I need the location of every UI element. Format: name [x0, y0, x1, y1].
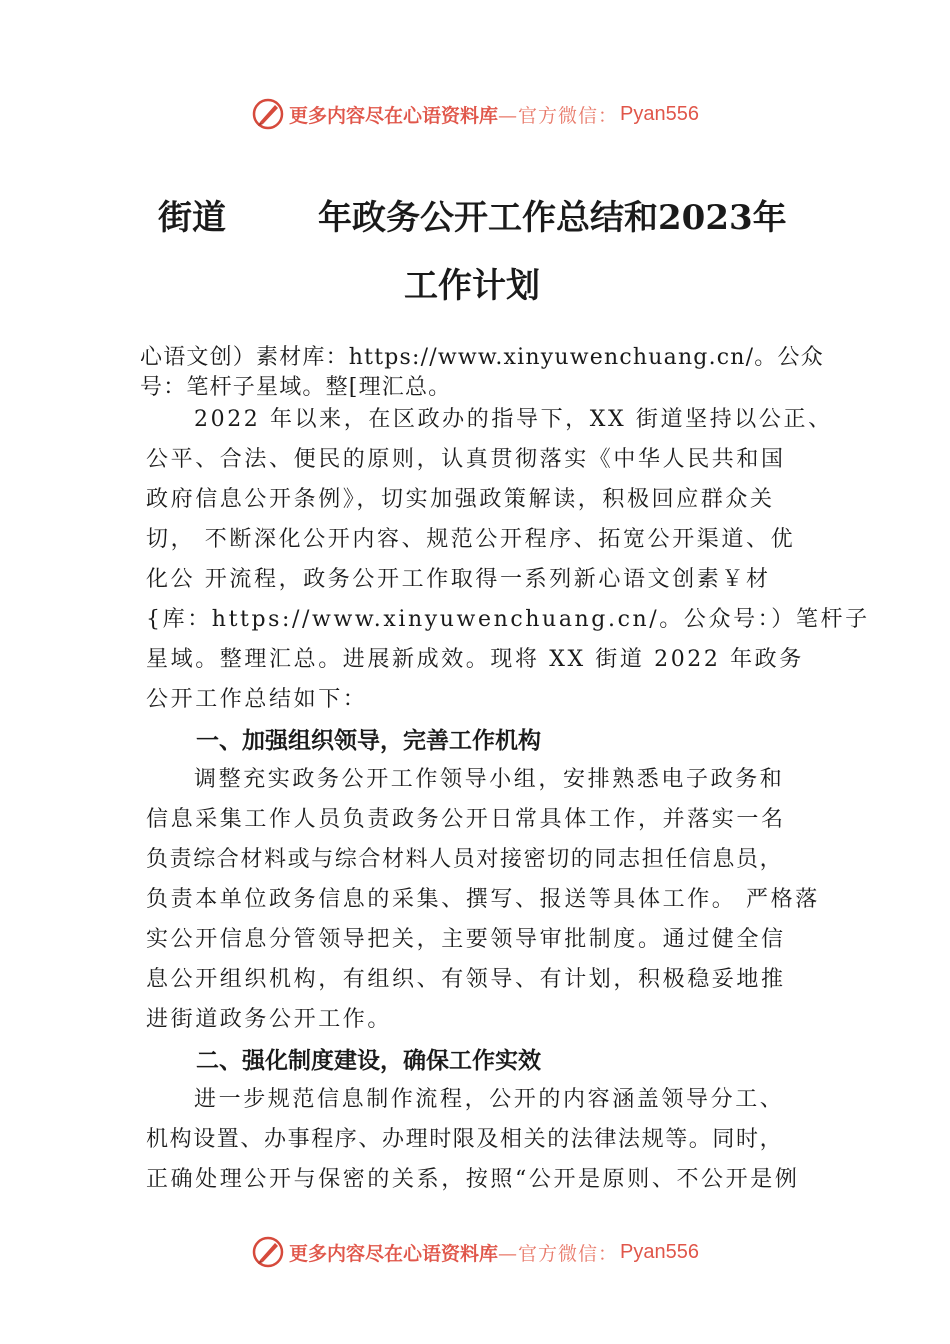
paragraph-line: 星域。整理汇总。进展新成效。现将 XX 街道 2022 年政务 [146, 647, 804, 672]
paragraph-line: 负责本单位政务信息的采集、撰写、报送等具体工作。 严格落 [146, 887, 820, 912]
quill-logo-icon [251, 1235, 285, 1269]
paragraph-line: 正确处理公开与保密的关系，按照“公开是原则、不公开是例 [146, 1167, 800, 1192]
section-2-paragraph [146, 1080, 836, 1200]
intro-paragraph [146, 400, 870, 720]
banner-wechat-label: —官方微信： [498, 104, 619, 127]
paragraph-line: 化公 开流程，政务公开工作取得一系列新心语文创素￥材 [146, 567, 771, 592]
paragraph-line: 息公开组织机构，有组织、有领导、有计划，积极稳妥地推 [146, 967, 786, 992]
paragraph-line: 公开工作总结如下： [146, 687, 368, 712]
paragraph-line: {库：https://www.xinyuwenchuang.cn/。公众号：）笔杆子 [146, 607, 870, 632]
paragraph-line: 进一步规范信息制作流程，公开的内容涵盖领导分工、 [194, 1087, 785, 1112]
paragraph-line: 负责综合材料或与综合材料人员对接密切的同志担任信息员， [146, 847, 784, 872]
banner-brand-text: 更多内容尽在心语资料库 [289, 104, 499, 127]
banner-wechat-label: —官方微信： [498, 1242, 619, 1265]
header-banner [0, 94, 950, 134]
paragraph-line: 政府信息公开条例》，切实加强政策解读，积极回应群众关 [146, 487, 775, 512]
section-1-paragraph [146, 760, 836, 1040]
paragraph-line: 切， 不断深化公开内容、规范公开程序、拓宽公开渠道、优 [146, 527, 796, 552]
banner-wechat-account: Pyan556 [620, 102, 699, 125]
source-note-line: 号：笔杆子星域。整[理汇总。 [140, 375, 452, 400]
banner-brand-text: 更多内容尽在心语资料库 [289, 1242, 499, 1265]
section-1-heading: 一、加强组织领导，完善工作机构 [196, 728, 541, 754]
source-note [140, 338, 830, 408]
title-line-2: 工作计划 [404, 266, 540, 306]
banner-wechat-account: Pyan556 [620, 1240, 699, 1263]
title-part-1: 街道 [158, 198, 226, 238]
paragraph-line: 实公开信息分管领导把关，主要领导审批制度。通过健全信 [146, 927, 786, 952]
paragraph-line: 2022 年以来，在区政办的指导下，XX 街道坚持以公正、 [194, 407, 833, 432]
paragraph-line: 信息采集工作人员负责政务公开日常具体工作，并落实一名 [146, 807, 786, 832]
paragraph-line: 进街道政务公开工作。 [146, 1007, 393, 1032]
paragraph-line: 公平、合法、便民的原则，认真贯彻落实《中华人民共和国 [146, 447, 786, 472]
quill-logo-icon [251, 97, 285, 131]
footer-banner [0, 1232, 950, 1272]
paragraph-line: 调整充实政务公开工作领导小组，安排熟悉电子政务和 [194, 767, 785, 792]
title-part-2: 年政务公开工作总结和2023年 [318, 198, 787, 238]
paragraph-line: 机构设置、办事程序、办理时限及相关的法律法规等。同时， [146, 1127, 784, 1152]
source-note-line: 心语文创）素材库：https://www.xinyuwenchuang.cn/。公众 [140, 345, 824, 370]
section-2-heading: 二、强化制度建设，确保工作实效 [196, 1048, 541, 1074]
